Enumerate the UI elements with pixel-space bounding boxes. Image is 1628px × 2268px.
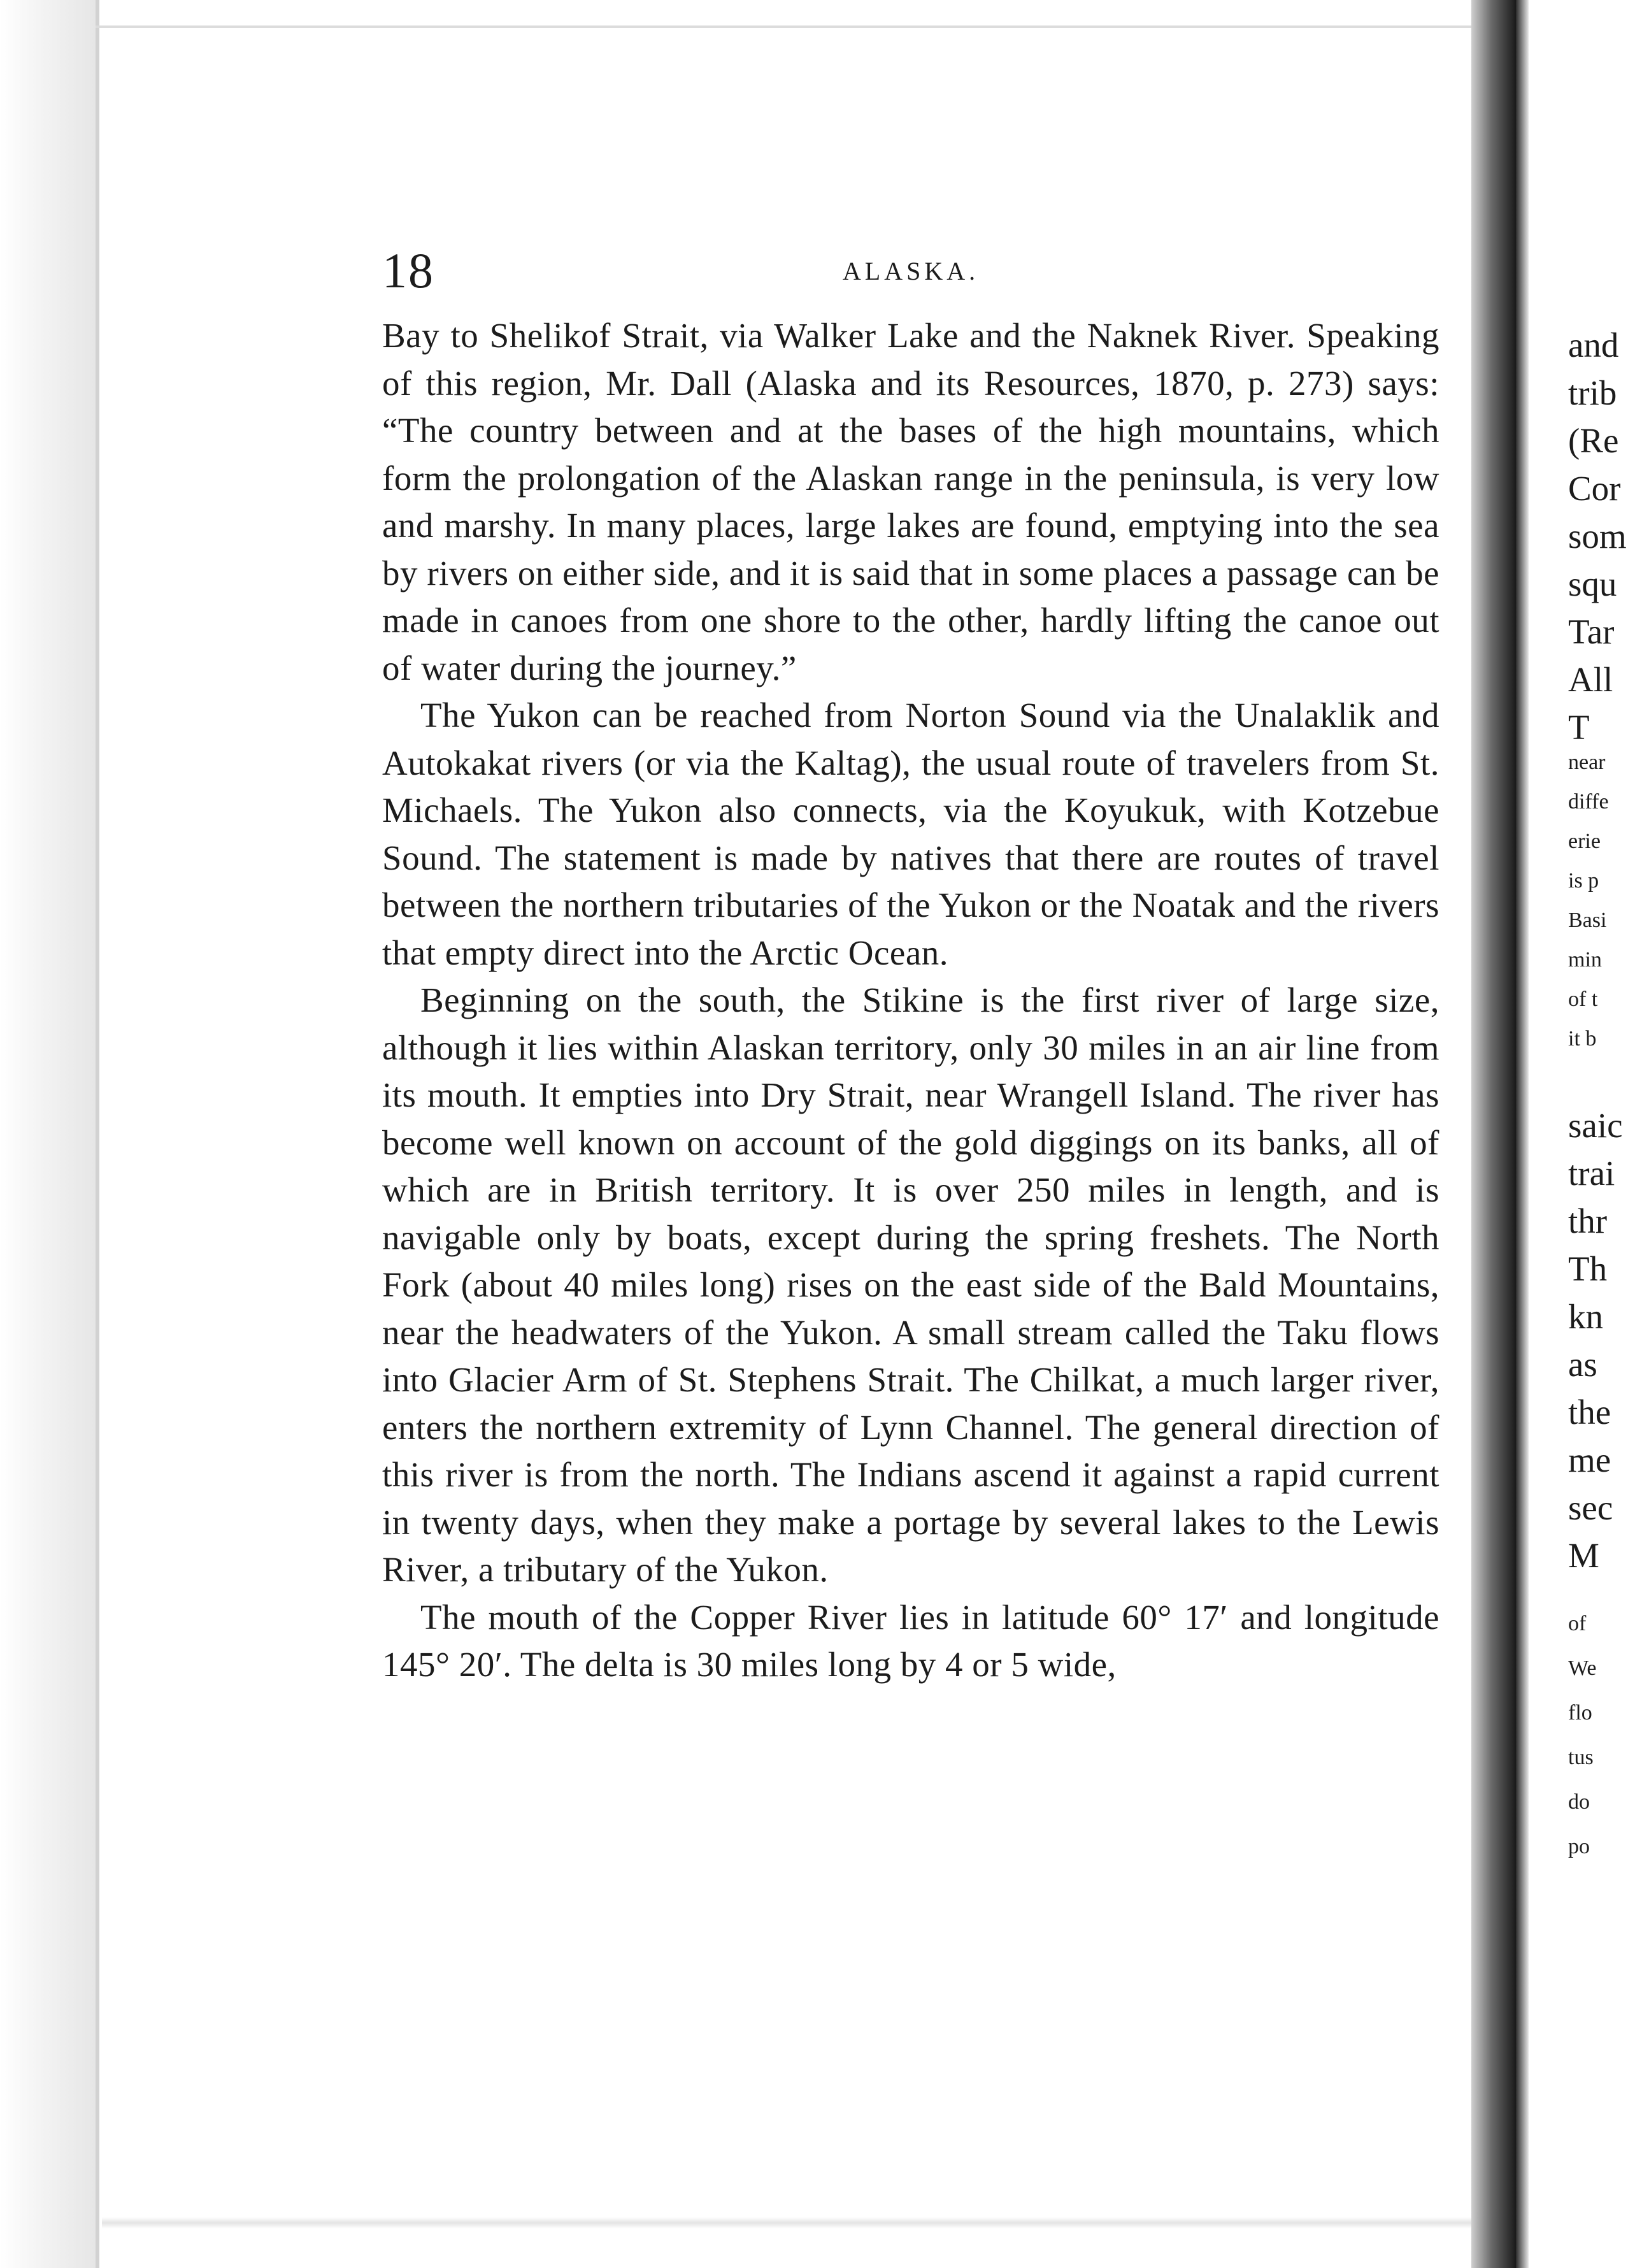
- next-page-line: min: [1568, 948, 1602, 972]
- next-page-line: tus: [1568, 1746, 1594, 1769]
- next-page-line: me: [1568, 1440, 1611, 1479]
- next-page-line: of t: [1568, 987, 1598, 1011]
- next-page-line: the: [1568, 1393, 1611, 1432]
- next-page-line: kn: [1568, 1297, 1603, 1336]
- next-page-line: All: [1568, 660, 1613, 699]
- next-page-line: thr: [1568, 1202, 1608, 1240]
- left-page-edge: [96, 0, 99, 2268]
- next-page-line: Cor: [1568, 469, 1621, 508]
- next-page-line: near: [1568, 750, 1606, 774]
- next-page-line: do: [1568, 1790, 1590, 1814]
- next-page-line: sec: [1568, 1488, 1613, 1527]
- next-page-line: flo: [1568, 1701, 1592, 1725]
- paragraph-1: Bay to Shelikof Strait, via Walker Lake and the Naknek River. Speaking of this region, Mr. Dall (Alaska and its Resources, 1870, p. 273) says: “The country between and at the bases of the high mountains, which form the prolongation of the Alaskan range in the peninsula, is very low and marshy. In many places, large lakes are found, emptying into the sea by rivers on either side, and it is said that in some places a passage can be made in canoes from one shore to the other, hardly lifting the canoe out of water during the journey.”: [382, 316, 1439, 687]
- next-page-line: diffe: [1568, 790, 1609, 814]
- running-head: ALASKA.: [842, 257, 980, 285]
- next-page-line: Basi: [1568, 908, 1607, 932]
- next-page-line: trai: [1568, 1154, 1615, 1193]
- paragraph-2: The Yukon can be reached from Norton Sound via the Unalaklik and Autokakat rivers (or via the Kaltag), the usual route of travelers from St. Michaels. The Yukon also connects, via the Koyukuk, with Kotzebue Sound. The statement is made by natives that there are routes of travel between the northern tributaries of the Yukon or the Noatak and the rivers that empty direct into the Arctic Ocean.: [382, 696, 1439, 972]
- next-page-line: as: [1568, 1345, 1597, 1384]
- next-page-line: it b: [1568, 1027, 1597, 1051]
- next-page-line: erie: [1568, 829, 1601, 853]
- next-page-line: of: [1568, 1612, 1587, 1635]
- page-number: 18: [382, 243, 434, 298]
- next-page-line: T: [1568, 708, 1590, 747]
- next-page-line: We: [1568, 1656, 1597, 1680]
- next-page-line: po: [1568, 1835, 1590, 1858]
- book-gutter-shadow: [1471, 0, 1516, 2268]
- next-page-line: trib: [1568, 373, 1617, 412]
- next-page-line: Tar: [1568, 612, 1615, 651]
- paragraph-3: Beginning on the south, the Stikine is the first river of large size, although it lies within Alaskan territory, only 30 miles in an air line from its mouth. It empties into Dry Strait, near Wrangell Island. The river has become well known on account of the gold diggings on its banks, all of which are in British territory. It is over 250 miles in length, and is navigable only by boats, except during the spring freshets. The North Fork (about 40 miles long) rises on the east side of the Bald Mountains, near the headwaters of the Yukon. A small stream called the Taku flows into Glacier Arm of St. Stephens Strait. The Chilkat, a much larger river, enters the northern extremity of Lynn Channel. The general direction of this river is from the north. The Indians ascend it against a rapid current in twenty days, when they make a portage by several lakes to the Lewis River, a tributary of the Yukon.: [382, 980, 1439, 1589]
- next-page-line: (Re: [1568, 421, 1619, 460]
- top-page-edge: [96, 25, 1471, 28]
- next-page-line: M: [1568, 1536, 1599, 1575]
- page-body: [382, 312, 1439, 1689]
- paragraph-4: The mouth of the Copper River lies in latitude 60° 17′ and longitude 145° 20′. The delta is 30 miles long by 4 or 5 wide,: [382, 1597, 1439, 1684]
- next-page-line: and: [1568, 326, 1619, 364]
- next-page-line: is p: [1568, 869, 1599, 893]
- next-page-line: som: [1568, 517, 1627, 556]
- page-header: [382, 242, 1439, 312]
- next-page-fragment: [1529, 0, 1628, 2268]
- gutter-edge: [1516, 0, 1529, 2268]
- left-margin-shadow: [0, 0, 96, 2268]
- next-page-line: saic: [1568, 1106, 1623, 1145]
- bottom-page-edge: [102, 2217, 1471, 2229]
- next-page-line: squ: [1568, 564, 1617, 603]
- next-page-line: Th: [1568, 1249, 1608, 1288]
